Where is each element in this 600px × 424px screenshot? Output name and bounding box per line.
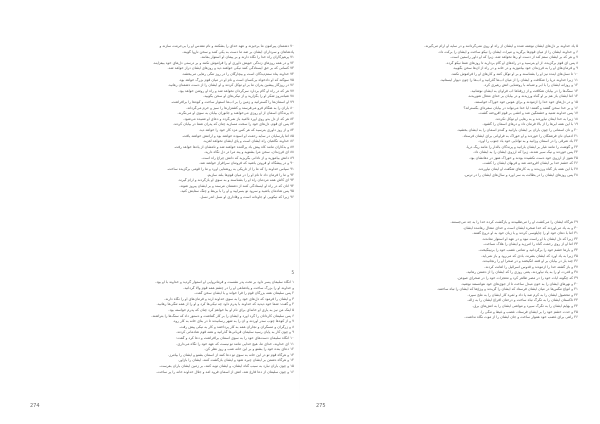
text-line: ۱۶ و چون سلیمان از دعا فارغ شد، آتش از آسمان فرود آمد و جلال خداوند خانه را پر ساخت. [156,369,294,374]
text-line: ۷۵ سوگند که او دادخواه بی‌کسان است و نام او در میان قوم بزرگ خواهد بود. [178,77,294,82]
text-line: ۵ یاد خداوند بر دل‌های ایشان نوشته شده و ایشان از راه او روی نمی‌گردانند و در سایه او آرام می‌گیرند. [424,44,578,48]
text-line: ۶ و خداوند ایشان را از میان قوم‌ها برگزید و میراث ایشان را نیکو ساخت و ایشان را برکت داد. [437,49,578,54]
text-line: ۱۸ زیرا به خدا ایمان نیاوردند و به رهایی او توکل نکردند. [494,116,578,121]
text-line: ۱۰ تا نسل‌های آینده نیز او را بشناسند و بر او توکل کنند و کارهای او را فراموش نکنند. [450,71,578,76]
text-line: ۸۴ و از روز داوری بترسید که هر کس مزد کار خود را خواهد دید. [198,127,294,132]
text-line: ۷۶ در روزگار پیشین پدران ما بر او توکل کردند و او ایشان را از دست دشمنان رهانید. [167,83,294,88]
text-line: ۳۰ و به یاد می‌آوردند که خدا صخره ایشان است و خدای متعال رهاننده ایشان. [462,225,578,230]
text-line: ۱۷ پس خداوند شنید و خشمگین شد و آتشی بر قوم افروخته گشت. [478,111,578,116]
text-line: ۱۵ و چون باران نبارد به سبب گناه ایشان، و ایشان توبه کنند، بر زمین ایشان باران بفرست. [159,363,294,368]
text-line: ۱۲ و روزانه ایشان را با ابر و شبانه با روشنایی آتش رهبری کرد. [483,83,578,88]
text-line: ۲۷ با این همه باز گناه ورزیدند و به کارهای شگفت او ایمان نیاوردند. [477,167,578,172]
text-line: ۴ و گفت: شما خود دیدید که خداوند با پدرم داود چه نیکی‌ها کرد و او را از همه تنگی‌ها رهانید. [156,302,294,307]
text-line: ۳۹ که چگونه آیات خود را در مصر ظاهر کرد و معجزات خود را در صحرای صوعن. [456,275,578,280]
text-line: ۸۶ خداوند نگاهبان راه ایشان است و پای ایشان نخواهد لغزید. [202,139,294,144]
text-line: ۱۳ و هرگاه قوم تو در این خانه به سوی تو دعا کنند از آسمان بشنو و ایشان را بیامرز. [168,352,294,357]
text-line: ۲۱ آدمیان نان فرشتگان را خوردند و او خوراک به فراوانی برای ایشان فرستاد. [462,133,578,138]
left-page-text-block-b [26,280,294,375]
text-line: ۳۶ چند بار در بیابان بر او فتنه انگیختند و در صحرا او را رنجانیدند. [481,259,578,264]
right-page-text-block-b [308,220,578,321]
text-line: ۱۴ اما ایشان باز هم بر او گناه ورزیدند و در بیابان بر خدای متعال شوریدند. [467,94,578,99]
text-line: پادشاهان و سرداران ایشان بر ضد ما دست به یکی کنند و سخن ناروا گویند. [182,49,294,54]
text-line: ۲ پس سلیمان همه بزرگان قوم را فرا خواند و با ایشان سخن گفت. [194,291,294,296]
text-line: ۸۳ پس ای قوم، دل‌های خود را سخت مسازید چنان که پدران شما در بیابان کردند. [172,122,294,127]
text-line: ۳۴ و بارها خشم خود را برگردانید و تمامی غضب خود را برنینگیخت. [478,247,578,252]
text-line: ۱ آنگاه سلیمان پسر داود بر تخت پدر نشست و فرمانروایی او استوار گردید و خداوند با او بود. [155,280,294,284]
text-line: ۷۸ شبانه‌روز شکر او را بگزارید و از نیکی‌های او سخن بگویید. [203,94,294,99]
text-line: ۸۹ دانش بیاموزید و از نادانی بگریزید که دانش چراغ راه است. [201,155,294,160]
left-page [26,44,294,404]
text-line: ۱۱ زیرا خداوند دریا را شکافت و ایشان را از میان آب‌ها گذرانید و آب‌ها را چون دیوار ایستانید. [439,77,578,82]
text-line: ۴۰ و نهرهای ایشان را به خون مبدل ساخت تا از جوی‌های خود نتوانستند نوشید. [460,281,578,286]
text-line: ۹ و فرمان‌های او را به فرزندان خود بیاموزید و در خانه و در راه از آن‌ها سخن بگویید. [452,66,578,71]
text-line: ۷۱ پرهیزگاران راه خدا را نگاه دارند و بر پیمان او استوار بمانند. [200,55,294,60]
text-line: ۲۰ و نان آسمانی را چون باران بر ایشان بارانید و گندم آسمان را به ایشان بخشید. [456,127,578,132]
text-line: ۲۳ و گوشت را مانند غبار بر ایشان بارانید و پرندگان بالدار را مانند ریگ دریا. [465,144,578,149]
text-line: ۳۳ اما او از روی رحمت گناه را آمرزید و ایشان را هلاک نساخت. [483,242,578,247]
text-line: ۷۳ کسانی که بر حق ایستادگی کنند نیکی خواهند دید و روزهای ایشان دراز خواهد شد. [167,66,294,71]
text-line: ۷ و هر که بر ایشان ستم کند از دست او رها نخواهد شد، زیرا که او داور راستین است. [450,55,578,60]
right-page [308,44,578,404]
text-line: ۴۵ و حدت خشم خود را بر ایشان فرستاد، غضب و غیظ و تنگی را. [479,309,578,314]
text-line: ۷۹ او آسمان‌ها را گسترانید و زمین را بر آب‌ها استوار ساخت و کوه‌ها را برافراشت. [170,99,294,104]
text-line: ۱۰ آنگاه سلیمان دست‌های خود را به سوی آسمان برافراشت و دعا کرد و گفت: [176,335,294,340]
text-line: ۳۷ و باز گشته خدا را آزمودند و قدوس اسرائیل را اهانت کردند. [484,264,578,269]
text-line: ۹ و چون کار به پایان رسید سلیمان قربانی‌ها گذرانید و همه قوم شادمانی کردند. [175,330,294,335]
text-line: ۸۲ هر که از دل بدو روی آورد ناامید باز نمی‌گردد و دعای او شنیده می‌شود. [183,116,294,121]
text-line: ۴۳ تاکستان ایشان را به تگرگ تباه ساخت و درختان افراغ ایشان را به ژاله. [467,298,578,303]
text-line: و خداوند او را بزرگ ساخت و پادشاهی او را در چشم همه قوم والا گردانید. [183,285,294,290]
text-line: ۷ و از کوه‌ها چوب سدر آوردند و آن را به شهر رسانیدند تا در بنای خانه به کار رود. [172,319,294,324]
text-line: ۱۵ و در دل‌های خود خدا را آزمودند و برای هوس خود خوراک خواستند. [474,99,578,104]
text-line: ۹۶ زیرا که نیکویی او جاودانه است و وفاداری او نسل اندر نسل. [199,195,294,200]
text-line: ۳۱ اما با دهان خود او را چاپلوسی کردند و با زبان خود به او دروغ گفتند. [472,231,578,236]
text-line: ۲۴ پس خوردند و نیک سیر شدند، زیرا که آرزوی ایشان را به ایشان داد. [472,150,578,155]
text-line: ۷۲ و در همه روزهای زندگی خویش داوری او را فراموش نکنند و بر درستی دل‌های خود بیفزایند. [152,60,294,65]
text-line: ۹۱ سپاس خداوند را که ما را از تاریکی به روشنایی آورد و ما را قومی برگزیده ساخت. [166,167,294,172]
text-line: ۱۲ دعای بنده خود را بشنو و بر این خانه شب و روز نظر کن. [204,347,294,352]
section-mark: 5 [291,270,294,275]
text-line: ۸۵ اما پارسایان در سایه رحمت او آسوده خواهند بود و آرامش خواهند یافت. [181,133,294,138]
text-line: ۱۱ ای خداوند، خدای ما، هیچ خدایی مانند تو نیست که عهد خود را نگاه می‌داری. [176,341,294,346]
text-line: ۵ اینک من نیز به یاری او خانه‌ای برای نام او بنا خواهم کرد چنان که پدرم خواسته بود. [168,307,294,312]
text-line: ۶ پس سلیمان کاردانان را گرد آورد و ایشان را بر کار گماشت و دستور داد که سنگ‌ها را بتراشند. [151,313,294,318]
right-page-text-block-a [308,44,578,178]
text-line: ۸۸ ای فرزندان، سخن مرا بشنوید و پند مرا در دل نگاه دارید. [203,150,294,155]
text-line: ۴۴ و بهایم ایشان را به تگرگ سپرد و مواشی ایشان را به آتش‌های برق. [472,303,578,308]
text-line: ۳۸ و قدرت او را به یاد نیاوردند، یعنی روزی را که ایشان را از دشمن رهانید. [466,270,578,275]
text-line: ۹۳ ای کاش همه مردمان راه او را بشناسند و به سوی او بازگردند و آرام گیرند. [177,178,294,183]
text-line: ۳۲ زیرا که دل ایشان با او راست نبود و در عهد او استوار نماندند. [481,236,578,241]
text-line: ۲۸ پس روزهای ایشان را در بطالت به سر آورد و سال‌های ایشان را در ترس. [463,172,578,177]
text-line: ۷۷ هر که در راه او گام بردارد سرگردان نخواهد شد و راه او روشن خواهد بود. [178,88,294,93]
text-line: ۲۹ هرگاه ایشان را می‌کشت او را می‌طلبیدند و بازگشت کرده خدا را به جد می‌جستند. [450,220,578,224]
text-line: ۹۰ و در پیشگاه او فروتن باشید که فروتنان سرافراز خواهند شد. [198,161,294,166]
text-line: ۳ و ایشان را فرمود که دل‌های خود را به سوی خداوند آرند و فرمان‌های او را نگاه دارند. [164,296,294,301]
text-line: ۷۰ دشمنان پیرامون ما برخیزند و عهد خدای را بشکنند و نام مقدس او را بی‌حرمت سازند و [159,44,294,48]
text-line: ۹۵ پس شادمان باشید و سرود نو بسرایید و او را با بربط و چنگ ستایش کنید. [180,189,294,194]
text-line: ۸۱ پرندگان آسمان از او روزی می‌خواهند و جانوران بیابان به سوی او می‌نگرند. [177,111,294,116]
text-line: ۴۱ و انواع مگس‌ها در میان ایشان فرستاد که ایشان را گزیدند و وزغ‌ها که ایشان را تباه ساختند. [436,287,578,292]
text-line: ۱۹ با این همه ابرها را از بالا فرمان داد و درهای آسمان را گشود. [482,122,578,127]
left-page-text-block-a [26,44,294,201]
text-line: ۳۵ زیرا به یاد آورد که ایشان بشرند، بادی که می‌رود و باز نمی‌آید. [481,253,578,258]
text-line: ۹۴ آنان که در راه او ایستادگی کنند از دشمنان نترسند و بر ایشان پیروز شوند. [179,183,294,188]
text-line: ۱۶ و بر خدا سخن گفتند و گفتند: آیا خدا می‌تواند در بیابان سفره‌ای بگستراند؟ [463,105,578,110]
page-gutter [299,30,300,410]
text-line: ۱۴ و هرگاه دشمن بر ایشان چیره شود و ایشان بازگشت کنند، ایشان را بازآور. [177,358,294,363]
text-line: ۲۵ هنوز از آرزوی خود دست نکشیده بودند و خوراک هنوز در دهانشان بود. [468,155,578,160]
text-line: ۴۶ راهی برای غضب خود هموار ساخت و جان ایشان را از موت نگاه نداشت. [464,315,578,320]
text-line: ۱۳ سنگ‌ها را در بیابان شکافت و از ژرفناها آب فراوان به ایشان نوشانید. [470,88,578,93]
text-line: ۲۶ که خشم خدا بر ایشان افروخته شد و فربهان ایشان را کشت. [482,161,578,166]
left-page-number: 274 [30,403,40,409]
text-line: ۹۲ و ما را فرمان داد تا نام او را در میان قوم‌ها بلند سازیم. [206,172,294,177]
text-line: ۷۴ خداوند پناه ستم‌دیدگان است و بیچارگان را در روز تنگی رهایی می‌بخشد. [181,71,294,76]
text-line: ۸۰ باران را به هنگام فرو می‌فرستد و کشتزارها را سبز و خرم می‌گرداند. [186,105,294,110]
text-line: ۸۷ و بدکاران مانند کاه پیش باد پراکنده خواهند شد و نامشان از یادها خواهد رفت. [173,144,294,149]
text-line: ۸ پس ای قوم برگزیده، از او بترسید و در راه‌های او گام بردارید تا روزهای شما نیکو گردد. [445,60,578,65]
text-line: ۴۲ و محصول ایشان را به کرم صد پا داد و ثمره کار ایشان را به ملخ سپرد. [467,292,578,297]
right-page-number: 275 [316,403,326,409]
text-line: ۲۲ باد شرقی را در آسمان وزانید و به توانایی خود باد جنوب را آورد. [477,139,578,144]
text-line: ۸ و زرگران و مسگران و نجاران همه به کار پرداختند و کار به نیکی پیش رفت. [178,324,294,329]
